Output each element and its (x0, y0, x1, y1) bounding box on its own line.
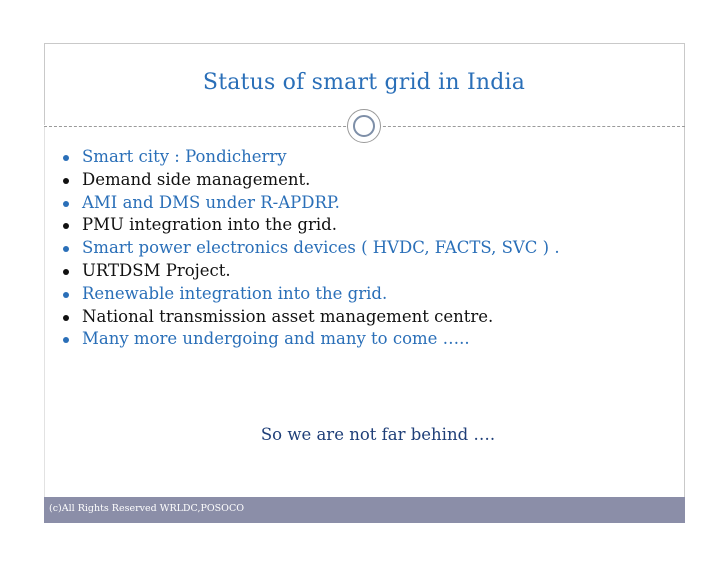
bullet-dot-icon (63, 269, 69, 275)
bullet-item (62, 328, 560, 351)
bullet-dot-icon (63, 155, 69, 161)
bullet-item (62, 146, 560, 169)
footer-bar (44, 497, 685, 523)
bullet-text: Smart power electronics devices ( HVDC, FACTS, SVC ) . (82, 238, 560, 258)
bullet-dot-icon (63, 292, 69, 298)
bullet-item (62, 260, 560, 283)
bullet-text: Smart city : Pondicherry (82, 147, 287, 166)
bullet-text: Many more undergoing and many to come ….. (82, 329, 470, 349)
bullet-dot-icon (63, 246, 69, 252)
bullet-text: URTDSM Project. (82, 260, 231, 280)
closing-statement: So we are not far behind …. (260, 425, 496, 444)
circle-ornament-icon (347, 109, 381, 143)
footer-copyright: (c)All Rights Reserved WRLDC,POSOCO (49, 503, 245, 514)
bullet-item (62, 237, 560, 260)
bullet-dot-icon (63, 178, 69, 184)
bullet-list (62, 146, 560, 351)
bullet-dot-icon (63, 223, 69, 229)
frame-line-top (44, 43, 685, 44)
slide-title: Status of smart grid in India (202, 70, 526, 95)
bullet-text: AMI and DMS under R-APDRP. (82, 192, 340, 212)
bullet-item (62, 169, 560, 192)
bullet-text: Demand side management. (82, 169, 311, 189)
bullet-text: PMU integration into the grid. (82, 215, 337, 235)
circle-ornament-inner (353, 115, 375, 137)
bullet-text: National transmission asset management centre. (82, 306, 494, 326)
bullet-item (62, 214, 560, 237)
bullet-item (62, 283, 560, 306)
bullet-dot-icon (63, 337, 69, 343)
bullet-dot-icon (63, 201, 69, 207)
bullet-item (62, 192, 560, 215)
bullet-dot-icon (63, 315, 69, 321)
bullet-item (62, 306, 560, 329)
bullet-text: Renewable integration into the grid. (82, 283, 388, 303)
